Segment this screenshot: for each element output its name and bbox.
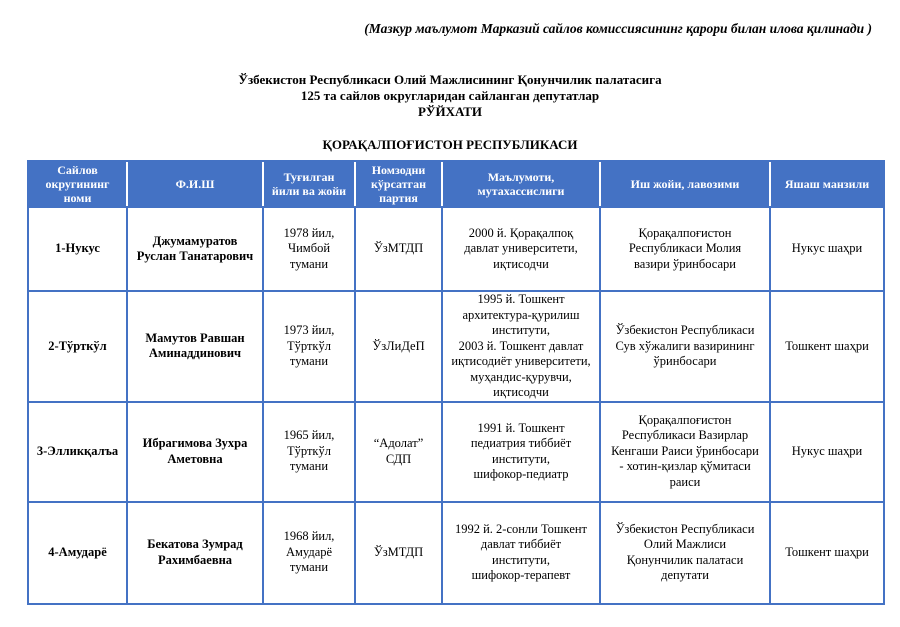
- cell-birth: [264, 401, 356, 501]
- cell-text-line: Олий Мажлиси: [643, 537, 727, 551]
- title-line-3: РЎЙХАТИ: [417, 104, 482, 119]
- cell-party: [356, 401, 443, 501]
- cell-text-line: иқтисодчи: [493, 256, 549, 271]
- cell-text-line: Иш жойи, лавозими: [630, 177, 740, 191]
- header-birth: [264, 162, 356, 206]
- cell-text-line: 2-Тўрткўл: [48, 338, 107, 353]
- cell-text-line: 1-Нукус: [55, 241, 100, 256]
- cell-education: [443, 401, 601, 501]
- cell-birth: [264, 206, 356, 290]
- cell-job: [601, 401, 771, 501]
- header-party: [356, 162, 443, 206]
- cell-text-line: Руслан Танатарович: [136, 249, 254, 263]
- cell-education: [443, 290, 601, 401]
- cell-text-line: архитектура-қурилиш: [462, 307, 580, 322]
- cell-name: [128, 206, 264, 290]
- cell-text-line: Тўрткўл: [287, 338, 331, 353]
- cell-job: [601, 290, 771, 401]
- cell-education: [443, 501, 601, 603]
- cell-district: [29, 290, 128, 401]
- cell-text-line: 4-Амударё: [48, 544, 107, 559]
- cell-text-line: Республикаси Вазирлар: [621, 428, 749, 443]
- table-row: [29, 401, 883, 501]
- cell-text-line: Ибрагимова Зухра: [142, 436, 248, 450]
- cell-text-line: Қорақалпоғистон: [638, 225, 732, 240]
- cell-text-line: иқтисодиёт университети,: [451, 354, 591, 368]
- cell-party: [356, 501, 443, 603]
- cell-text-line: депутати: [661, 568, 709, 582]
- cell-text-line: Сув хўжалиги вазирининг: [615, 338, 755, 353]
- cell-text-line: 1978 йил,: [283, 225, 335, 240]
- cell-text-line: Джумамуратов: [152, 233, 238, 248]
- cell-text-line: педиатрия тиббиёт: [470, 436, 572, 450]
- cell-text-line: ЎзЛиДеП: [372, 338, 425, 353]
- cell-text-line: давлат тиббиёт: [480, 537, 562, 551]
- cell-text-line: Бекатова Зумрад: [147, 537, 243, 551]
- cell-text-line: тумани: [289, 560, 329, 575]
- cell-address: [771, 401, 883, 501]
- cell-text-line: Республикаси Молия: [628, 241, 742, 256]
- cell-text-line: СДП: [385, 451, 412, 466]
- cell-text-line: Тошкент шаҳри: [785, 338, 869, 353]
- cell-text-line: Ўзбекистон Республикаси: [615, 323, 755, 337]
- header-full-name: [128, 162, 264, 206]
- cell-birth: [264, 290, 356, 401]
- cell-job: [601, 501, 771, 603]
- cell-district: [29, 401, 128, 501]
- cell-text-line: йили ва жойи: [271, 184, 347, 198]
- cell-text-line: кўрсатган: [370, 177, 426, 191]
- title-line-1: Ўзбекистон Республикаси Олий Мажлисининг Қонунчилик палатасига: [238, 72, 662, 87]
- cell-text-line: ЎзМТДП: [373, 544, 424, 559]
- cell-text-line: Сайлов: [57, 163, 98, 177]
- cell-text-line: институти,: [492, 552, 550, 567]
- cell-text-line: тумани: [289, 354, 329, 368]
- cell-name: [128, 290, 264, 401]
- deputies-table: [27, 160, 885, 605]
- cell-text-line: 1968 йил,: [283, 529, 335, 544]
- cell-text-line: институти,: [492, 451, 550, 466]
- cell-text-line: округининг: [45, 177, 110, 191]
- cell-text-line: Аминаддинович: [148, 346, 242, 361]
- cell-text-line: 1995 й. Тошкент: [477, 292, 565, 306]
- cell-text-line: иқтисодчи: [493, 385, 549, 399]
- cell-text-line: 1965 йил,: [283, 428, 335, 443]
- cell-text-line: 3-Элликқалъа: [36, 443, 119, 458]
- cell-district: [29, 501, 128, 603]
- cell-text-line: 1992 й. 2-сонли Тошкент: [454, 521, 588, 536]
- cell-text-line: Тошкент шаҳри: [785, 544, 869, 559]
- cell-text-line: тумани: [289, 459, 329, 474]
- cell-text-line: Тўрткўл: [287, 443, 331, 458]
- cell-text-line: Амударё: [285, 544, 333, 559]
- cell-text-line: Қорақалпоғистон: [638, 412, 732, 427]
- cell-text-line: Чимбой: [287, 241, 331, 256]
- table-header-row: [29, 162, 883, 206]
- cell-text-line: ўринбосари: [653, 354, 717, 368]
- cell-text-line: Номзодни: [371, 163, 426, 177]
- table-row: [29, 501, 883, 603]
- cell-text-line: Ўзбекистон Республикаси: [615, 521, 755, 536]
- cell-text-line: Маълумоти,: [487, 170, 555, 184]
- document-note: (Мазкур маълумот Марказий сайлов комиссиясининг қарори билан илова қилинади ): [364, 21, 872, 36]
- cell-district: [29, 206, 128, 290]
- cell-text-line: давлат университети,: [464, 241, 578, 256]
- cell-address: [771, 206, 883, 290]
- cell-text-line: Кенгаши Раиси ўринбосари: [611, 443, 759, 458]
- cell-text-line: Рахимбаевна: [157, 552, 233, 567]
- cell-text-line: - хотин-қизлар қўмитаси: [619, 459, 751, 474]
- table-row: [29, 290, 883, 401]
- cell-text-line: номи: [63, 191, 92, 205]
- cell-text-line: институти,: [492, 323, 550, 337]
- cell-text-line: Нукус шаҳри: [791, 443, 863, 458]
- cell-text-line: муҳандис-қурувчи,: [470, 369, 572, 384]
- cell-text-line: шифокор-педиатр: [473, 467, 569, 481]
- cell-text-line: 1991 й. Тошкент: [477, 420, 565, 435]
- cell-birth: [264, 501, 356, 603]
- cell-text-line: Нукус шаҳри: [791, 241, 863, 256]
- cell-name: [128, 501, 264, 603]
- cell-text-line: Туғилган: [283, 170, 335, 184]
- cell-text-line: Яшаш манзили: [784, 177, 870, 191]
- cell-text-line: Қонунчилик палатаси: [626, 552, 744, 567]
- title-line-2: 125 та сайлов округларидан сайланган депутатлар: [300, 88, 600, 103]
- cell-text-line: мутахассислиги: [477, 184, 565, 198]
- header-job: [601, 162, 771, 206]
- cell-text-line: ЎзМТДП: [373, 241, 424, 256]
- cell-text-line: 2000 й. Қорақалпоқ: [468, 225, 574, 240]
- cell-text-line: “Адолат”: [373, 436, 424, 450]
- cell-text-line: 1973 йил,: [283, 323, 335, 337]
- cell-job: [601, 206, 771, 290]
- cell-text-line: раиси: [669, 474, 701, 489]
- cell-party: [356, 206, 443, 290]
- cell-address: [771, 290, 883, 401]
- cell-text-line: тумани: [289, 256, 329, 271]
- cell-text-line: 2003 й. Тошкент давлат: [458, 338, 584, 353]
- table-row: [29, 206, 883, 290]
- cell-party: [356, 290, 443, 401]
- cell-text-line: партия: [379, 191, 418, 205]
- cell-address: [771, 501, 883, 603]
- cell-name: [128, 401, 264, 501]
- header-education: [443, 162, 601, 206]
- cell-text-line: Ф.И.Ш: [175, 177, 215, 191]
- cell-text-line: Мамутов Равшан: [145, 330, 245, 345]
- cell-education: [443, 206, 601, 290]
- cell-text-line: Аметовна: [167, 451, 223, 466]
- cell-text-line: шифокор-терапевт: [471, 568, 571, 582]
- region-heading: ҚОРАҚАЛПОҒИСТОН РЕСПУБЛИКАСИ: [322, 137, 578, 152]
- cell-text-line: вазири ўринбосари: [634, 256, 736, 271]
- header-address: [771, 162, 883, 206]
- header-district: [29, 162, 128, 206]
